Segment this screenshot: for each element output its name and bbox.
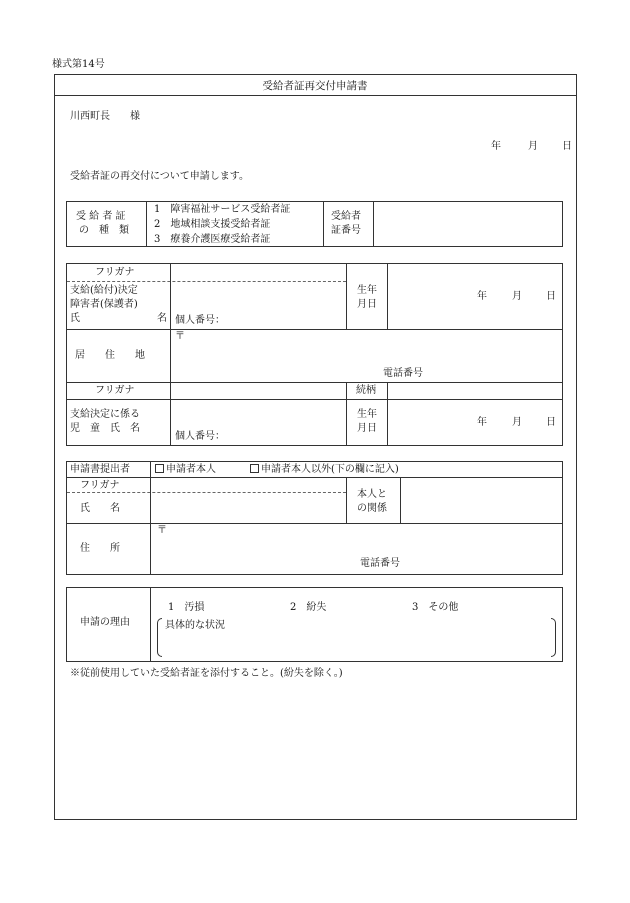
submitter-option-self-label: 申請者本人 [166,464,216,475]
date-day-label: 日 [562,141,572,152]
submitter-phone-label: 電話番号 [360,558,400,569]
title-divider [54,95,577,96]
child-furigana-field[interactable] [175,384,343,398]
checkbox-other[interactable] [250,464,259,473]
reason-details-label: 具体的な状況 [165,620,225,631]
child-dob-month: 月 [512,417,522,428]
submitter-postal-mark: 〒 [157,525,167,536]
certificate-option-1[interactable]: 1 障害福祉サービス受給者証 [154,204,291,215]
submitter-option-other-label: 申請者本人以外(下の欄に記入) [261,464,399,475]
date-month-label: 月 [528,141,538,152]
reason-option-2[interactable]: 2 紛失 [290,602,327,613]
recipient-address-field[interactable] [175,344,555,364]
child-furigana-label: フリガナ [95,385,135,396]
form-number: 様式第14号 [52,59,105,70]
submitter-furigana-field[interactable] [155,479,343,491]
certificate-type-label: 受 給 者 証 [76,211,126,222]
recipient-dob-month: 月 [512,291,522,302]
child-relation-field[interactable] [392,384,557,398]
submitter-relation-label-2: の関係 [357,503,387,514]
recipient-name-label-2: 障害者(保護者) [70,299,138,310]
recipient-phone-label: 電話番号 [383,368,423,379]
child-dob-label-2: 月日 [357,423,377,434]
submitter-option-self[interactable] [155,464,216,476]
recipient-name-label-3b: 名 [157,313,167,324]
bracket-right-icon [551,618,556,657]
submitter-header-label: 申請書提出者 [70,464,130,475]
recipient-name-label-3a: 氏 [70,313,80,324]
reason-label: 申請の理由 [80,617,130,628]
recipient-address-label: 居 住 地 [75,350,145,361]
child-name-label-2: 児 童 氏 名 [70,423,140,434]
child-name-field[interactable] [175,403,343,429]
reason-option-1[interactable]: 1 汚損 [168,602,205,613]
certificate-type-label-2: の 種 類 [79,225,129,236]
reason-option-3[interactable]: 3 その他 [412,602,459,613]
recipient-postal-mark: 〒 [175,331,185,342]
child-name-label-1: 支給決定に係る [70,409,140,420]
certificate-option-2[interactable]: 2 地域相談支援受給者証 [154,219,271,230]
submitter-address-field[interactable] [170,538,550,556]
form-title: 受給者証再交付申請書 [262,80,368,92]
submitter-name-field[interactable] [155,495,343,521]
checkbox-self[interactable] [155,464,164,473]
submitter-option-other[interactable] [250,464,399,476]
recipient-furigana-field[interactable] [175,266,343,280]
recipient-name-field[interactable] [175,285,343,313]
certificate-number-label: 受給者 [331,211,361,222]
recipient-dob-label-2: 月日 [357,299,377,310]
submitter-relation-field[interactable] [405,480,557,520]
certificate-number-field[interactable] [378,211,558,239]
recipient-dob-day: 日 [546,291,556,302]
addressee: 川西町長 様 [70,111,140,122]
child-personal-number-label: 個人番号： [175,431,225,442]
date-year-label: 年 [491,141,501,152]
recipient-dob-year: 年 [477,291,487,302]
submitter-address-label: 住 所 [80,543,120,554]
bracket-left-icon [157,618,162,657]
recipient-furigana-label: フリガナ [95,267,135,278]
intro-text: 受給者証の再交付について申請します。 [70,171,249,182]
certificate-option-3[interactable]: 3 療養介護医療受給者証 [154,234,271,245]
submitter-furigana-label: フリガナ [80,480,120,491]
child-relation-label: 続柄 [356,385,376,396]
child-dob-label-1: 生年 [357,409,377,420]
attachment-note: ※従前使用していた受給者証を添付すること。(紛失を除く。) [70,668,343,679]
recipient-personal-number-label: 個人番号： [175,315,225,326]
application-form-frame [54,74,577,820]
child-dob-day: 日 [546,417,556,428]
recipient-dob-label-1: 生年 [357,285,377,296]
reason-details-field[interactable] [157,618,556,657]
certificate-number-label-2: 証番号 [331,225,361,236]
submitter-relation-label-1: 本人と [357,489,387,500]
recipient-name-label-1: 支給(給付)決定 [70,285,138,296]
submitter-name-label: 氏 名 [80,503,120,514]
child-dob-year: 年 [477,417,487,428]
